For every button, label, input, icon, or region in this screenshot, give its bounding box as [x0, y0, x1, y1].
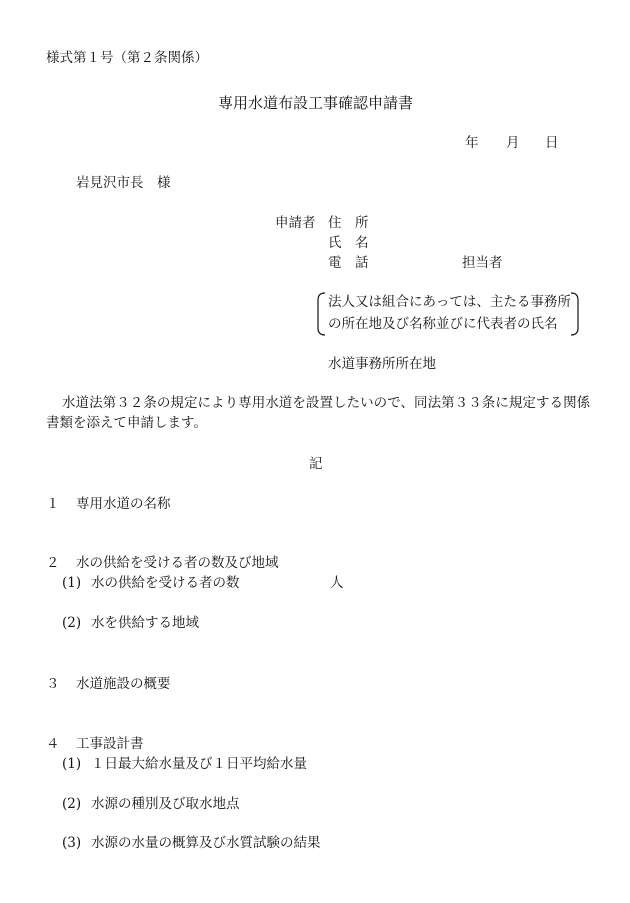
- corporate-note-line1: 法人又は組合にあっては、主たる事務所: [328, 294, 571, 310]
- section-2-number: ２: [46, 555, 60, 571]
- section-3-number: ３: [46, 676, 60, 692]
- addressee: 岩見沢市長 様: [76, 175, 171, 191]
- section-2-title: 水の供給を受ける者の数及び地域: [76, 555, 279, 571]
- section-2-item-2-label: 水を供給する地域: [91, 615, 199, 631]
- section-3-title: 水道施設の概要: [76, 676, 171, 692]
- form-number: 様式第１号（第２条関係）: [46, 50, 208, 66]
- section-4-item-2-label: 水源の種別及び取水地点: [91, 796, 240, 812]
- ki-heading: 記: [309, 456, 323, 472]
- section-4-item-3-label: 水源の水量の概算及び水質試験の結果: [91, 835, 321, 851]
- contact-person-label: 担当者: [462, 255, 503, 271]
- body-text-line2: 書類を添えて申請します。: [46, 415, 207, 431]
- section-4-number: ４: [46, 736, 60, 752]
- section-1-number: １: [46, 496, 60, 512]
- phone-label: 電 話: [328, 255, 369, 271]
- document-title: 専用水道布設工事確認申請書: [218, 94, 414, 112]
- section-2-item-2-number: (2): [62, 615, 82, 631]
- section-1-title: 専用水道の名称: [76, 496, 171, 512]
- date-year: 年: [465, 135, 479, 151]
- name-label: 氏 名: [328, 235, 369, 251]
- section-4-item-1-number: (1): [62, 756, 82, 772]
- section-2-item-1-label: 水の供給を受ける者の数: [91, 575, 240, 591]
- corporate-note-line2: の所在地及び名称並びに代表者の氏名: [328, 316, 558, 332]
- date-month: 月: [506, 135, 520, 151]
- section-4-item-1-label: １日最大給水量及び１日平均給水量: [91, 756, 307, 772]
- left-bracket: [316, 292, 326, 336]
- section-4-item-2-number: (2): [62, 796, 82, 812]
- section-4-title: 工事設計書: [76, 736, 144, 752]
- date-day: 日: [545, 135, 559, 151]
- section-4-item-3-number: (3): [62, 835, 82, 851]
- section-2-item-1-number: (1): [62, 575, 82, 591]
- address-label: 住 所: [328, 215, 369, 231]
- body-text-line1: 水道法第３２条の規定により専用水道を設置したいので、同法第３３条に規定する関係: [62, 395, 591, 411]
- water-office-location-label: 水道事務所所在地: [328, 356, 436, 372]
- section-2-item-1-unit: 人: [330, 575, 344, 591]
- right-bracket: [570, 292, 580, 336]
- applicant-label: 申請者: [275, 215, 316, 231]
